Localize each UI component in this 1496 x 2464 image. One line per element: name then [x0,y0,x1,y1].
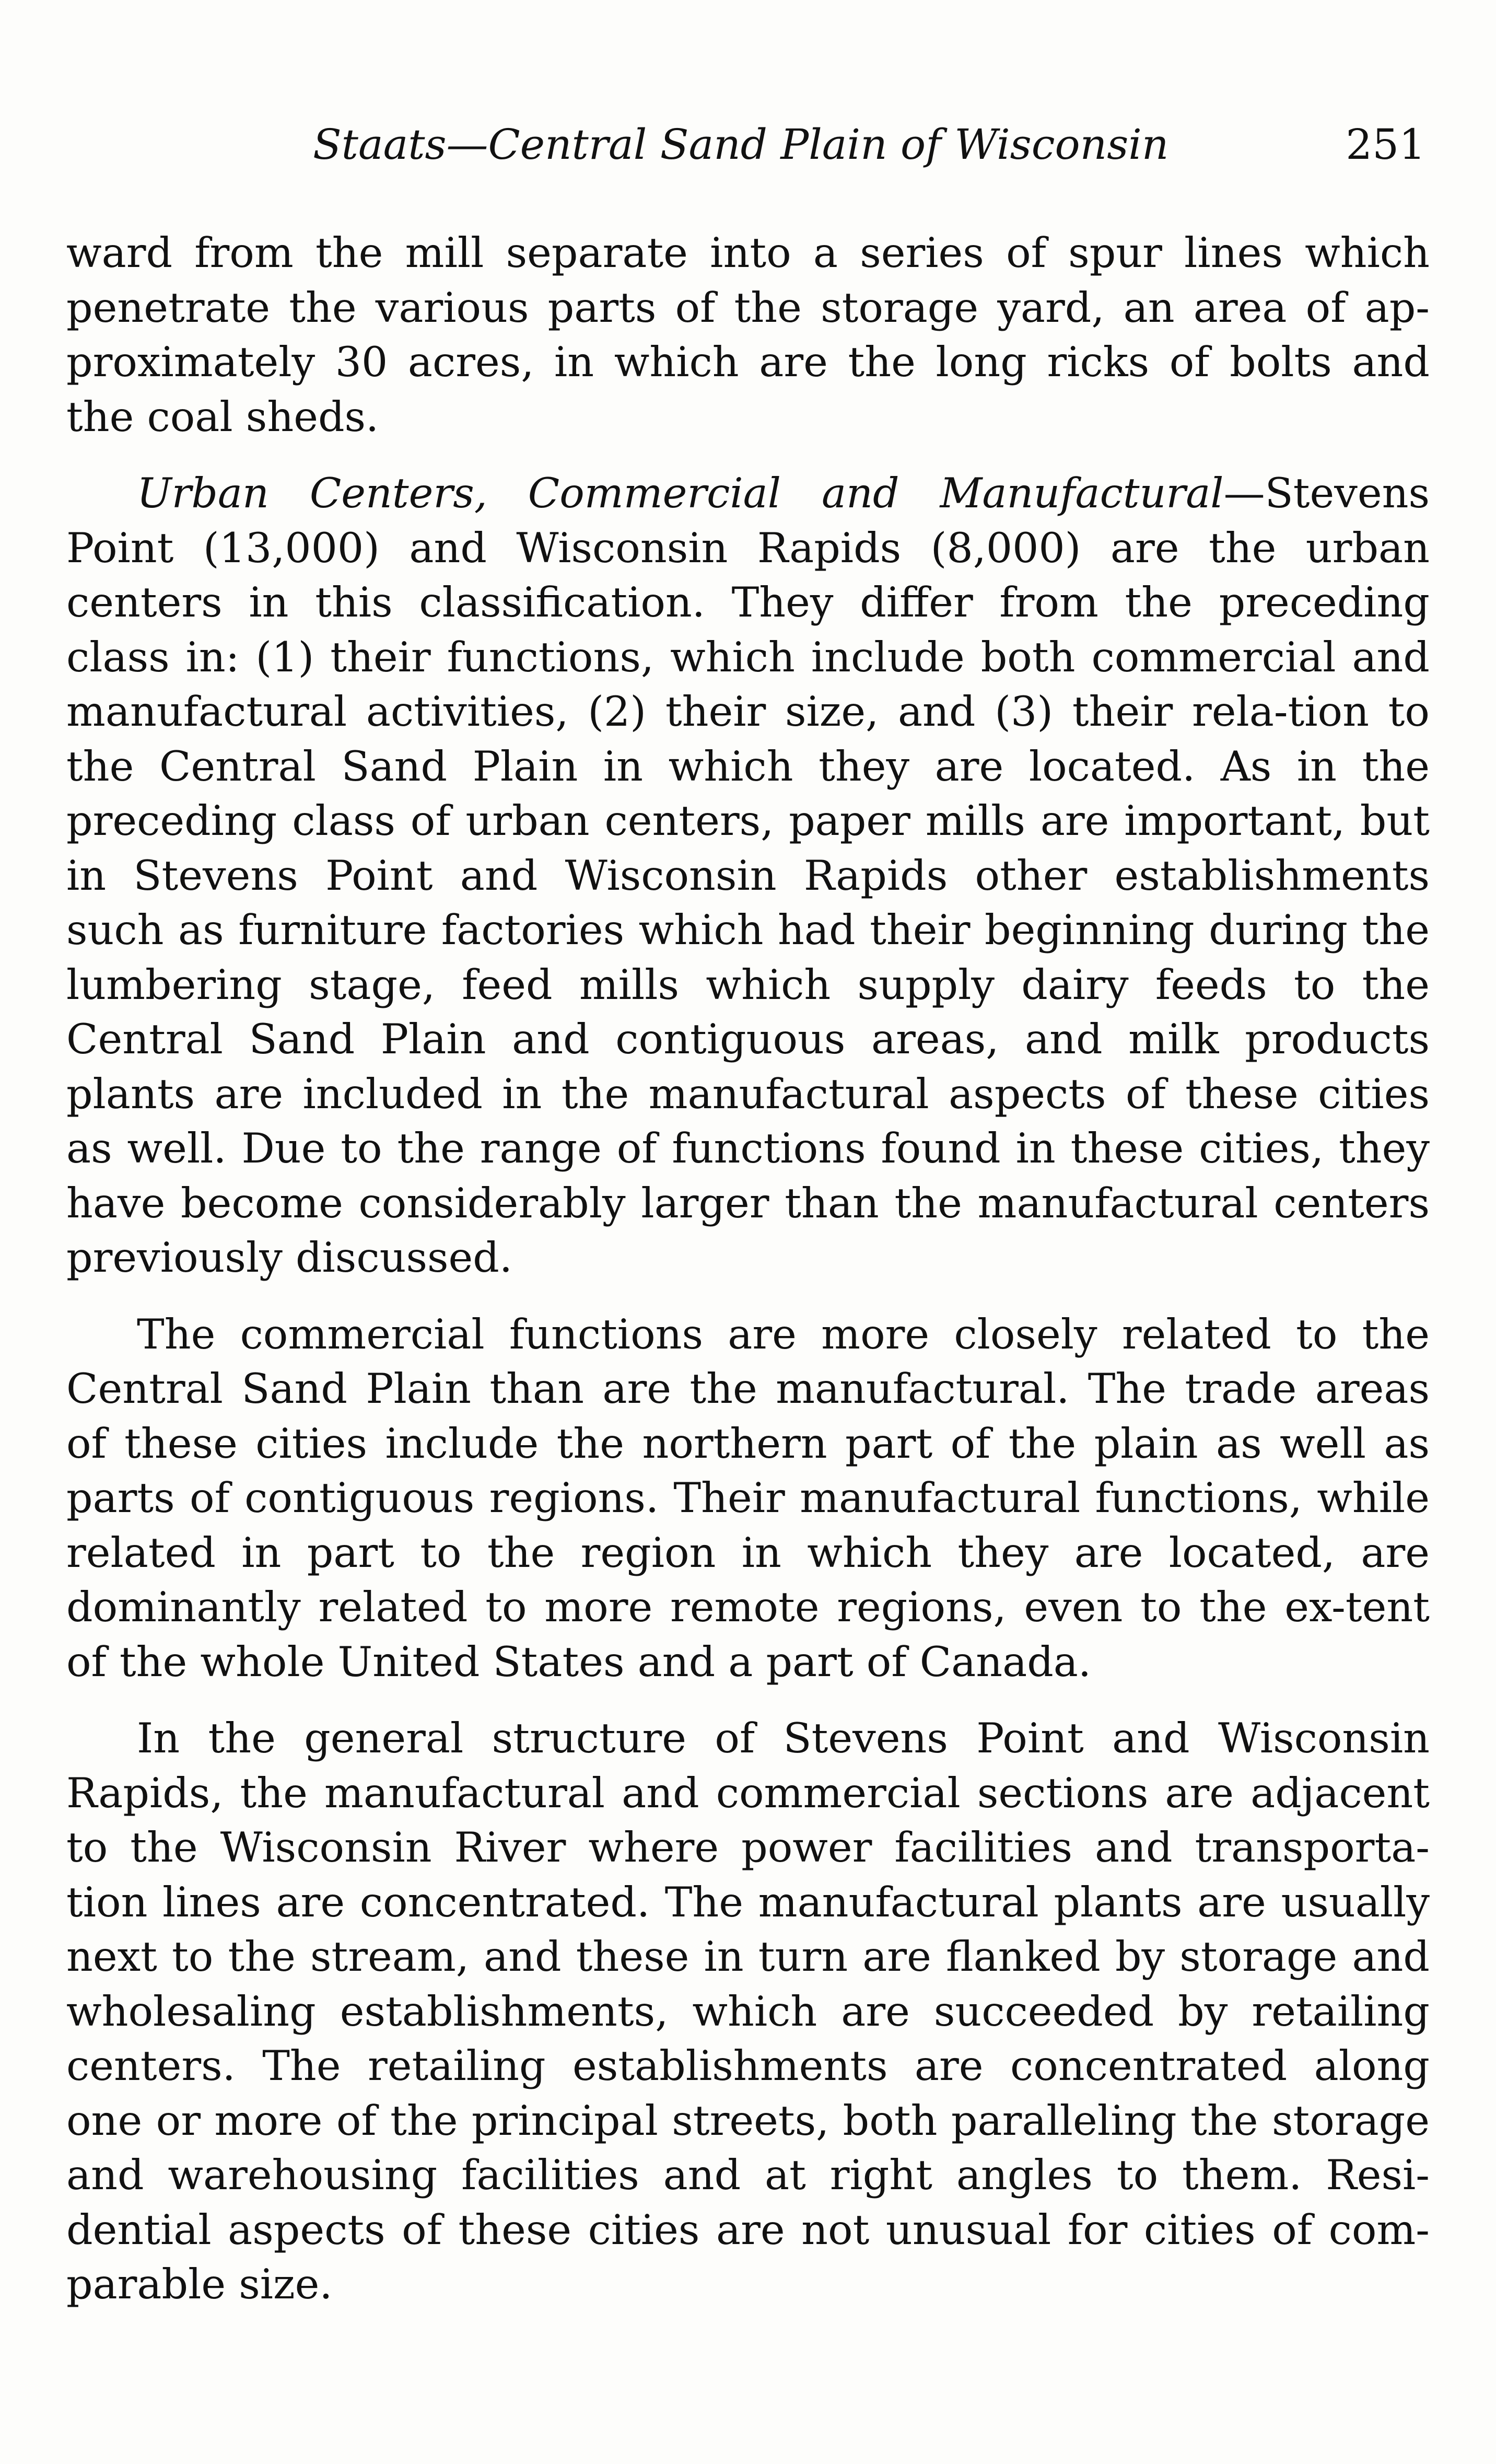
running-title: Staats—Central Sand Plain of Wisconsin [313,120,1169,169]
paragraph-general-structure [66,1711,1430,2312]
paragraph-text: The commercial functions are more closely related to the Central Sand Plain than are the manufactural. The trade areas of these cities include the northern part of the plain as well as parts of contiguous regions. Their manufactural functions, while related in part to the region in which they are located, are dominantly related to more remote regions, even to the ex-tent of the whole United States and a part of Canada. [66,1310,1430,1686]
paragraph-text: ward from the mill separate into a series of spur lines which penetrate the various parts of the storage yard, an area of ap-proximately 30 acres, in which are the long ricks of bolts and the coal sheds. [66,229,1430,441]
page-header [67,116,1425,173]
page-number: 251 [1346,120,1425,169]
paragraph-continuation [66,226,1430,444]
paragraph-urban-centers [66,466,1430,1285]
paragraph-text: —Stevens Point (13,000) and Wisconsin Rapids (8,000) are the urban centers in this classification. They differ from the preceding class in: (1) their functions, which include both commercial and manufactural activities, (2) their size, and (3) their rela-tion to the Central Sand Plain in which they are located. As in the preceding class of urban centers, paper mills are important, but in Stevens Point and Wisconsin Rapids other establishments such as furniture factories which had their beginning during the lumbering stage, feed mills which supply dairy feeds to the Central Sand Plain and contiguous areas, and milk products plants are included in the manufactural aspects of these cities as well. Due to the range of functions found in these cities, they have become considerably larger than the manufactural centers previously discussed. [66,469,1430,1282]
section-heading: Urban Centers, Commercial and Manufactural [137,469,1224,517]
body-text [66,226,1430,2312]
paragraph-text: In the general structure of Stevens Point and Wisconsin Rapids, the manufactural and commercial sections are adjacent to the Wisconsin River where power facilities and transporta-tion lines are concentrated. The manufactural plants are usually next to the stream, and these in turn are flanked by storage and wholesaling establishments, which are succeeded by retailing centers. The retailing establishments are concentrated along one or more of the principal streets, both paralleling the storage and warehousing facilities and at right angles to them. Resi-dential aspects of these cities are not unusual for cities of com-parable size. [66,1714,1430,2308]
paragraph-commercial-functions [66,1307,1430,1690]
